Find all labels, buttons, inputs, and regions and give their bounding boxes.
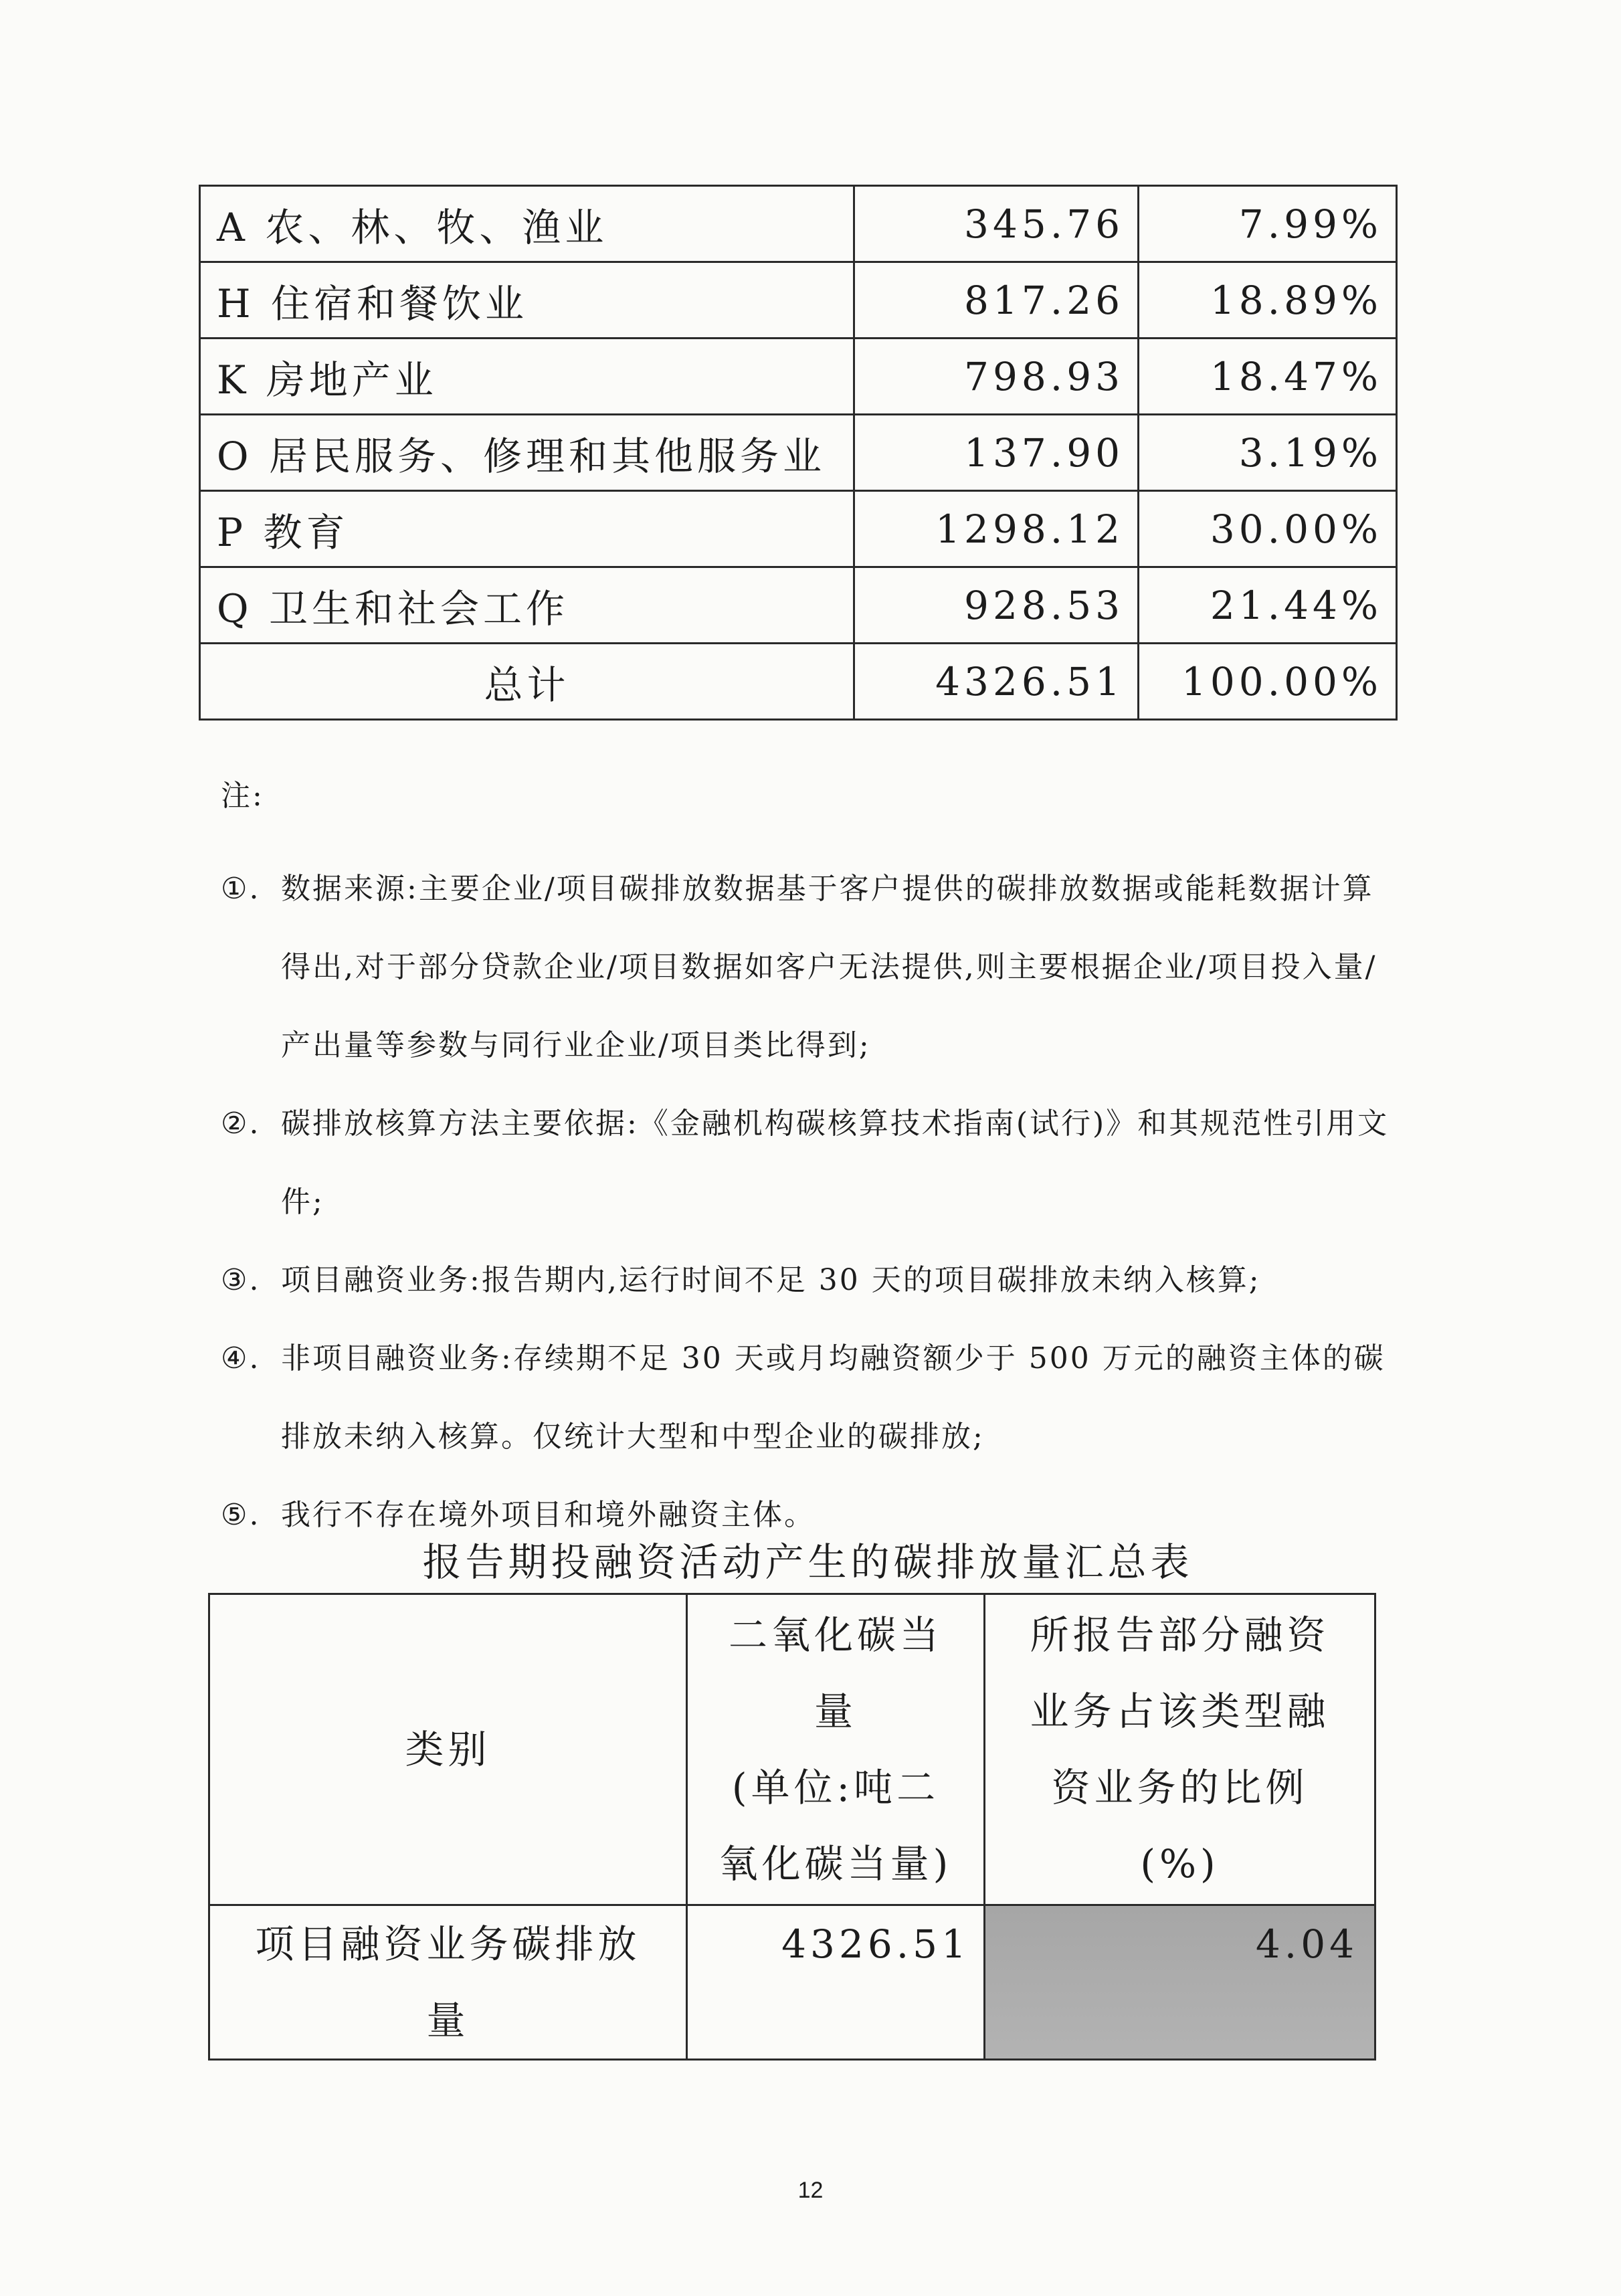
sector-share: 18.47% <box>1139 339 1397 415</box>
header-category: 类别 <box>209 1594 687 1905</box>
sector-name: K 房地产业 <box>200 339 854 415</box>
note-item <box>221 1319 1398 1476</box>
sector-share: 3.19% <box>1139 415 1397 491</box>
sector-emission: 345.76 <box>854 186 1139 262</box>
header-line: (单位:吨二 <box>731 1765 940 1810</box>
note-marker: ①. <box>221 872 261 906</box>
note-marker: ⑤. <box>221 1498 261 1532</box>
note-marker: ③. <box>221 1263 261 1297</box>
header-line: 所报告部分融资 <box>1030 1612 1330 1658</box>
row-ratio-value: 4.04 <box>985 1905 1375 2060</box>
header-co2-equivalent <box>687 1594 985 1905</box>
notes-section <box>221 769 1398 1554</box>
category-line: 项目融资业务碳排放 <box>255 1921 641 1967</box>
sector-name: O 居民服务、修理和其他服务业 <box>200 415 854 491</box>
summary-table-title: 报告期投融资活动产生的碳排放量汇总表 <box>422 1539 1194 1585</box>
summary-table <box>208 1593 1376 2061</box>
header-ratio <box>985 1594 1375 1905</box>
header-line: 二氧化碳当 <box>728 1612 943 1658</box>
table-row <box>200 567 1397 644</box>
table-row <box>200 186 1397 262</box>
sector-name: Q 卫生和社会工作 <box>200 567 854 644</box>
sector-name: P 教育 <box>200 491 854 567</box>
sector-name: A 农、林、牧、渔业 <box>200 186 854 262</box>
total-row <box>200 644 1397 720</box>
header-line: 资业务的比例 <box>1051 1765 1309 1810</box>
note-text: 项目融资业务:报告期内,运行时间不足 30 天的项目碳排放未纳入核算; <box>281 1263 1261 1297</box>
sector-emission: 1298.12 <box>854 491 1139 567</box>
sector-share: 21.44% <box>1139 567 1397 644</box>
table-row <box>200 415 1397 491</box>
sector-share: 30.00% <box>1139 491 1397 567</box>
table-row <box>209 1905 1375 2060</box>
sector-share: 7.99% <box>1139 186 1397 262</box>
sector-emission: 817.26 <box>854 262 1139 339</box>
sector-emission: 137.90 <box>854 415 1139 491</box>
row-co2-value: 4326.51 <box>687 1905 985 2060</box>
note-text: 非项目融资业务:存续期不足 30 天或月均融资额少于 500 万元的融资主体的碳排放未纳入核算。仅统计大型和中型企业的碳排放; <box>281 1341 1386 1454</box>
sector-emissions-table <box>199 185 1398 721</box>
sector-emission: 928.53 <box>854 567 1139 644</box>
note-text: 我行不存在境外项目和境外融资主体。 <box>281 1498 816 1532</box>
category-line: 量 <box>426 1998 470 2043</box>
summary-header-row <box>209 1594 1375 1905</box>
header-line: 氧化碳当量) <box>719 1841 953 1887</box>
notes-heading: 注: <box>221 779 264 813</box>
note-item <box>221 850 1398 1084</box>
table-row <box>200 491 1397 567</box>
table-row <box>200 339 1397 415</box>
note-marker: ②. <box>221 1107 261 1141</box>
note-item <box>221 1084 1398 1241</box>
page-number: 12 <box>797 2178 824 2203</box>
header-line: 量 <box>814 1689 857 1734</box>
note-item <box>221 1241 1398 1319</box>
row-category <box>209 1905 687 2060</box>
sector-share: 18.89% <box>1139 262 1397 339</box>
table-row <box>200 262 1397 339</box>
header-line: 业务占该类型融 <box>1030 1689 1330 1734</box>
note-text: 数据来源:主要企业/项目碳排放数据基于客户提供的碳排放数据或能耗数据计算得出,对于部分贷款企业/项目数据如客户无法提供,则主要根据企业/项目投入量/产出量等参数与同行业企业/项目类比得到; <box>281 872 1377 1062</box>
total-label: 总计 <box>200 644 854 720</box>
sector-name: H 住宿和餐饮业 <box>200 262 854 339</box>
total-emission: 4326.51 <box>854 644 1139 720</box>
sector-emission: 798.93 <box>854 339 1139 415</box>
total-share: 100.00% <box>1139 644 1397 720</box>
header-line: (%) <box>1140 1841 1220 1887</box>
note-marker: ④. <box>221 1341 261 1375</box>
note-text: 碳排放核算方法主要依据:《金融机构碳核算技术指南(试行)》和其规范性引用文件; <box>281 1107 1390 1219</box>
